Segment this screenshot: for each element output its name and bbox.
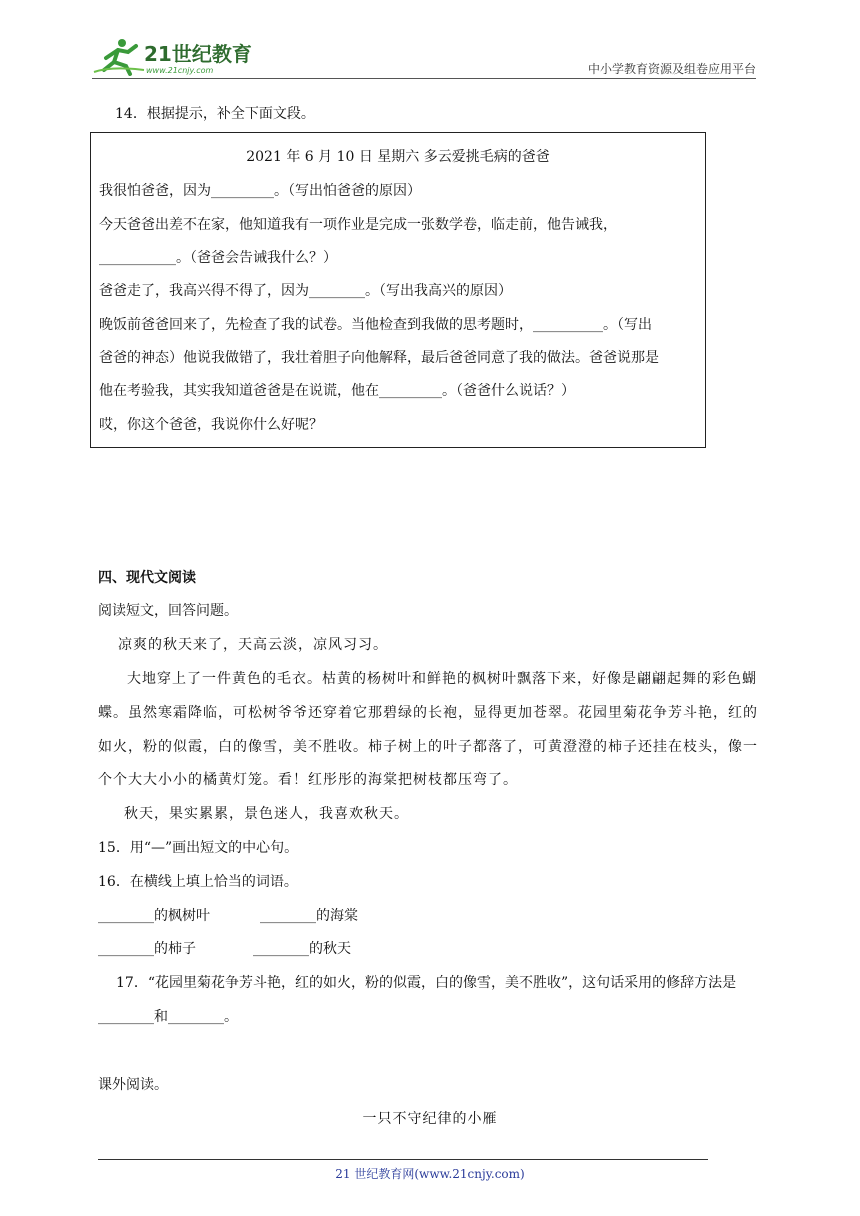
question-16: 16．在横线上填上恰当的词语。 — [98, 874, 298, 890]
passage-paragraph-2-line-4: 个个大大小小的橘黄灯笼。看！红彤彤的海棠把树枝都压弯了。 — [98, 772, 518, 788]
diary-line-5: 晚饭前爸爸回来了，先检查了我的试卷。当他检查到我做的思考题时，__________。（写出 — [99, 317, 652, 333]
svg-text:21世纪教育: 21世纪教育 — [144, 42, 252, 66]
question-16-blank-d: ________的秋天 — [253, 941, 351, 957]
diary-line-8: 哎，你这个爸爸，我说你什么好呢？ — [99, 417, 323, 433]
question-17-line-1: 17．“花园里菊花争芳斗艳，红的如火，粉的似霞，白的像雪，美不胜收”，这句话采用的修辞方法是 — [116, 975, 737, 991]
question-16-blank-b: ________的海棠 — [260, 908, 358, 924]
reading-instruction: 阅读短文，回答问题。 — [98, 603, 238, 619]
svg-text:www.21cnjy.com: www.21cnjy.com — [146, 66, 214, 75]
passage-paragraph-2-line-2: 蝶。虽然寒霜降临，可松树爷爷还穿着它那碧绿的长袍，显得更加苍翠。花园里菊花争芳斗艳，红的 — [98, 705, 758, 721]
question-14-box — [90, 132, 706, 448]
question-14-title: 14．根据提示，补全下面文段。 — [115, 106, 315, 122]
diary-line-7: 他在考验我，其实我知道爸爸是在说谎，他在_________。（爸爸什么说话？） — [99, 383, 575, 399]
footer-text: 21 世纪教育网(www.21cnjy.com) — [335, 1167, 525, 1181]
question-16-blank-a: ________的枫树叶 — [98, 908, 210, 924]
logo-21cnjy — [92, 36, 262, 76]
page-header — [92, 30, 756, 78]
diary-line-1: 我很怕爸爸，因为_________。（写出怕爸爸的原因） — [99, 183, 421, 199]
header-platform-text: 中小学教育资源及组卷应用平台 — [587, 62, 756, 76]
extra-reading-title: 一只不守纪律的小雁 — [362, 1111, 498, 1127]
diary-line-3: ___________。（爸爸会告诫我什么？） — [99, 250, 337, 266]
extra-reading-label: 课外阅读。 — [98, 1077, 168, 1093]
diary-line-2: 今天爸爸出差不在家，他知道我有一项作业是完成一张数学卷，临走前，他告诫我， — [99, 217, 617, 233]
footer-divider — [98, 1159, 708, 1160]
passage-paragraph-3: 秋天，果实累累，景色迷人，我喜欢秋天。 — [124, 806, 409, 822]
question-15: 15．用“—”画出短文的中心句。 — [98, 840, 299, 856]
diary-line-6: 爸爸的神态）他说我做错了，我壮着胆子向他解释，最后爸爸同意了我的做法。爸爸说那是 — [99, 350, 659, 366]
passage-paragraph-1: 凉爽的秋天来了，天高云淡，凉风习习。 — [118, 637, 388, 653]
question-17-line-2: ________和________。 — [98, 1009, 238, 1025]
passage-paragraph-2-line-3: 如火，粉的似霞，白的像雪，美不胜收。柿子树上的叶子都落了，可黄澄澄的柿子还挂在枝头，像一 — [98, 739, 758, 755]
header-divider — [92, 78, 756, 79]
diary-date-line: 2021 年 6 月 10 日 星期六 多云爱挑毛病的爸爸 — [246, 149, 550, 165]
section-4-heading: 四、现代文阅读 — [98, 570, 196, 586]
diary-line-4: 爸爸走了，我高兴得不得了，因为________。（写出我高兴的原因） — [99, 283, 512, 299]
question-16-blank-c: ________的柿子 — [98, 941, 196, 957]
passage-paragraph-2-line-1: 大地穿上了一件黄色的毛衣。枯黄的杨树叶和鲜艳的枫树叶飘落下来，好像是翩翩起舞的彩色蝴 — [127, 671, 757, 687]
